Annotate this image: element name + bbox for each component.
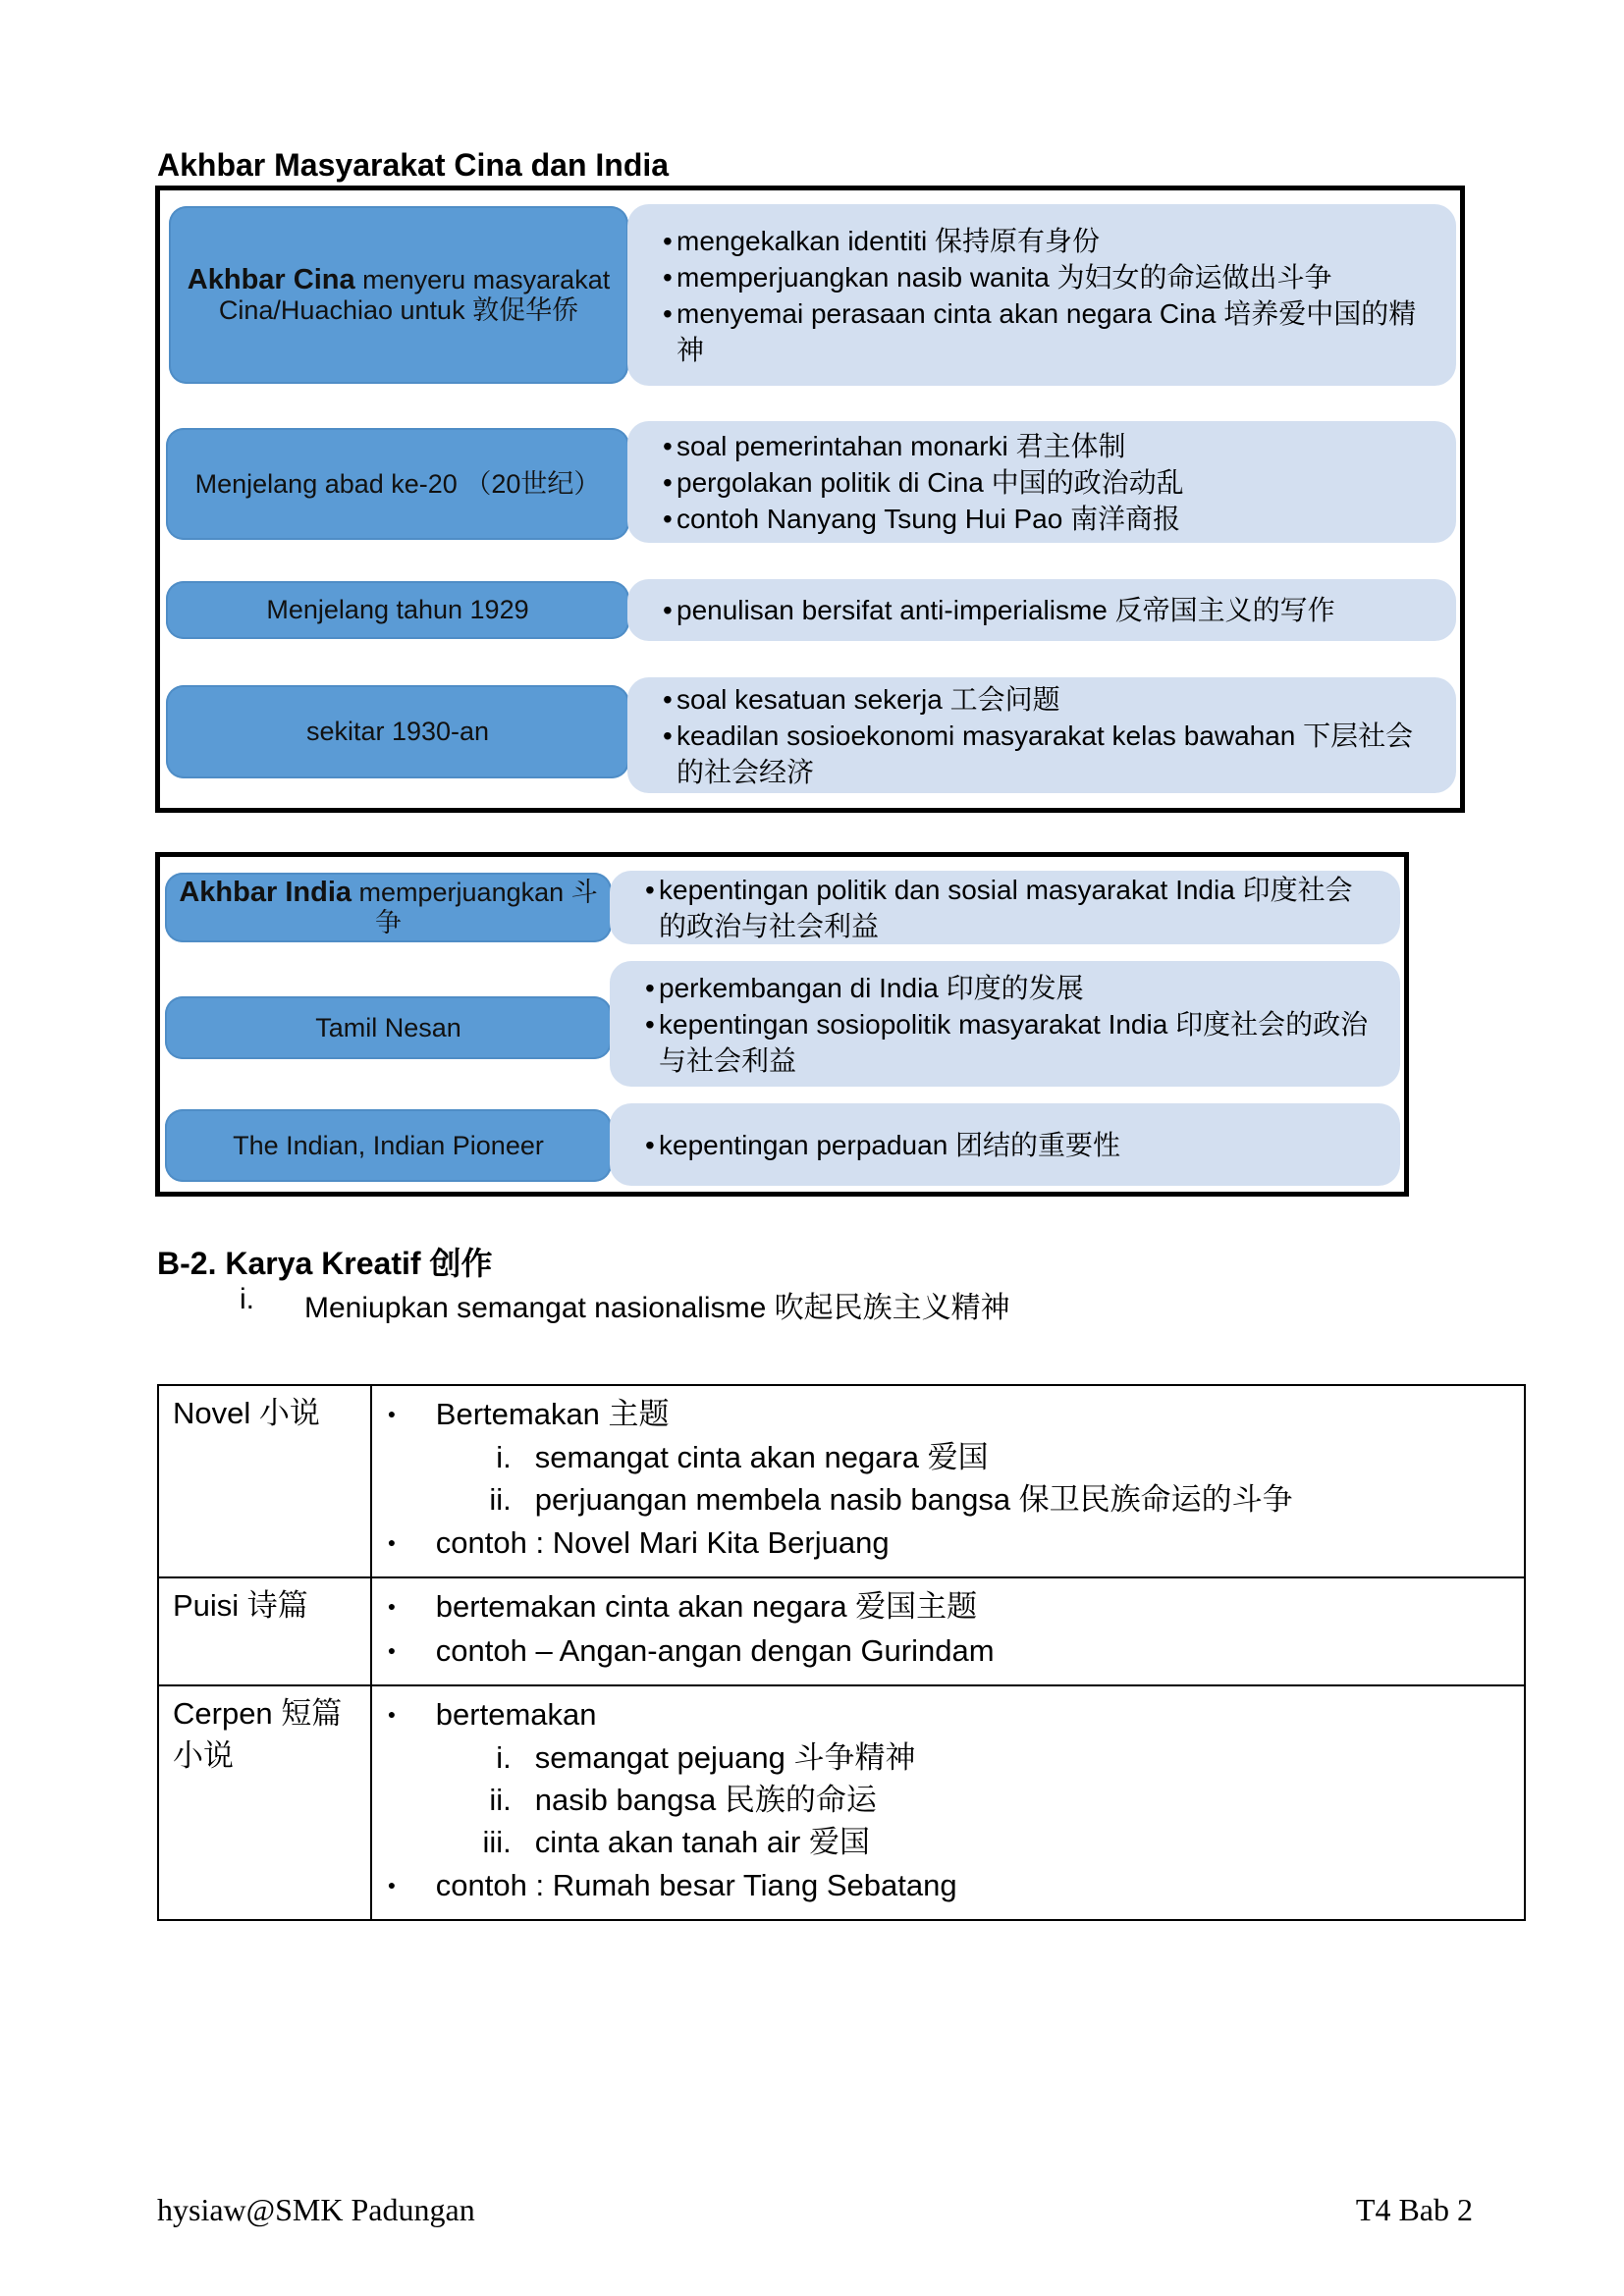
india-row-label-text: Tamil Nesan bbox=[315, 1012, 461, 1042]
india-row-points bbox=[610, 961, 1400, 1087]
category-cell: Novel 小说 bbox=[158, 1385, 371, 1577]
china-row-label-text bbox=[181, 265, 617, 326]
point-item: • soal kesatuan sekerja 工会问题 bbox=[677, 681, 1427, 718]
items-cell bbox=[371, 1577, 1525, 1685]
sub-text: semangat cinta akan negara 爱国 bbox=[534, 1440, 989, 1474]
creative-sub-text: Meniupkan semangat nasionalisme 吹起民族主义精神 bbox=[304, 1292, 1010, 1324]
sub-num: ii. bbox=[489, 1482, 512, 1517]
india-row-label bbox=[165, 1109, 612, 1182]
creative-heading: B-2. Karya Kreatif 创作 bbox=[157, 1246, 493, 1281]
china-row-points bbox=[627, 204, 1456, 386]
creative-sub-num: i. bbox=[240, 1283, 254, 1315]
sub-text: perjuangan membela nasib bangsa 保卫民族命运的斗争 bbox=[534, 1482, 1293, 1517]
sub-text: semangat pejuang 斗争精神 bbox=[534, 1740, 916, 1775]
point-item: • kepentingan perpaduan 团结的重要性 bbox=[659, 1127, 1371, 1163]
category-cell: Cerpen 短篇小说 bbox=[158, 1685, 371, 1920]
label-bold: Akhbar Cina bbox=[187, 263, 355, 295]
india-row-points bbox=[610, 871, 1400, 944]
sub-num: ii. bbox=[489, 1783, 512, 1817]
sub-item bbox=[372, 1779, 1524, 1821]
india-row-label bbox=[165, 873, 612, 942]
china-row-points bbox=[627, 421, 1456, 543]
india-row-label bbox=[165, 996, 612, 1059]
india-newspaper-diagram bbox=[155, 852, 1409, 1197]
label-rest: menyeru masyarakat Cina/Huachiao untuk 敦促华侨 bbox=[218, 264, 611, 325]
sub-item bbox=[372, 1736, 1524, 1779]
items-cell bbox=[371, 1685, 1525, 1920]
label-bold: Akhbar India bbox=[179, 876, 352, 908]
category-cell: Puisi 诗篇 bbox=[158, 1577, 371, 1685]
footer-right: T4 Bab 2 bbox=[1355, 2192, 1473, 2227]
point-item: • contoh Nanyang Tsung Hui Pao 南洋商报 bbox=[677, 501, 1427, 537]
sub-num: iii. bbox=[482, 1825, 512, 1859]
point-item: • soal pemerintahan monarki 君主体制 bbox=[677, 428, 1427, 464]
china-row-label-text: sekitar 1930-an bbox=[305, 717, 490, 746]
creative-works-table bbox=[157, 1384, 1526, 1921]
table-row bbox=[158, 1385, 1525, 1577]
label-rest: memperjuangkan 斗争 bbox=[352, 877, 598, 937]
point-item: • mengekalkan identiti 保持原有身份 bbox=[677, 223, 1427, 259]
point-item: • menyemai perasaan cinta akan negara Cina 培养爱中国的精神 bbox=[677, 295, 1427, 368]
point-item: • keadilan sosioekonomi masyarakat kelas bawahan 下层社会的社会经济 bbox=[677, 718, 1427, 790]
table-row bbox=[158, 1685, 1525, 1920]
sub-item bbox=[372, 1436, 1524, 1478]
china-row-label bbox=[166, 428, 629, 540]
china-newspaper-diagram bbox=[155, 186, 1465, 813]
list-item: ● contoh : Novel Mari Kita Berjuang bbox=[372, 1521, 1524, 1565]
list-item: ● contoh – Angan-angan dengan Gurindam bbox=[372, 1629, 1524, 1673]
china-row-points bbox=[627, 579, 1456, 641]
india-row-points bbox=[610, 1103, 1400, 1186]
point-item: • memperjuangkan nasib wanita 为妇女的命运做出斗争 bbox=[677, 259, 1427, 295]
section-title: Akhbar Masyarakat Cina dan India bbox=[157, 147, 670, 183]
items-cell bbox=[371, 1385, 1525, 1577]
list-item: ● Bertemakan 主题 bbox=[372, 1392, 1524, 1436]
sub-num: i. bbox=[496, 1440, 512, 1474]
sub-item bbox=[372, 1478, 1524, 1521]
sub-text: cinta akan tanah air 爱国 bbox=[534, 1825, 870, 1859]
china-row-label-text: Menjelang tahun 1929 bbox=[266, 595, 529, 624]
sub-num: i. bbox=[496, 1740, 512, 1775]
footer-left: hysiaw@SMK Padungan bbox=[157, 2192, 475, 2227]
china-row-label-text: Menjelang abad ke-20 （20世纪） bbox=[194, 468, 601, 499]
sub-item bbox=[372, 1821, 1524, 1863]
point-item: • perkembangan di India 印度的发展 bbox=[659, 970, 1371, 1006]
india-row-label-text bbox=[177, 878, 600, 938]
india-row-label-text: The Indian, Indian Pioneer bbox=[233, 1130, 544, 1160]
point-item: • kepentingan sosiopolitik masyarakat India 印度社会的政治与社会利益 bbox=[659, 1006, 1371, 1079]
point-item: • penulisan bersifat anti-imperialisme 反帝国主义的写作 bbox=[677, 592, 1427, 628]
list-item: ● bertemakan cinta akan negara 爱国主题 bbox=[372, 1584, 1524, 1629]
point-item: • kepentingan politik dan sosial masyarakat India 印度社会的政治与社会利益 bbox=[659, 872, 1371, 944]
china-row-label bbox=[166, 685, 629, 778]
sub-text: nasib bangsa 民族的命运 bbox=[534, 1783, 877, 1817]
china-row-label bbox=[166, 581, 629, 639]
list-item: ● bertemakan bbox=[372, 1692, 1524, 1736]
table-row bbox=[158, 1577, 1525, 1685]
list-item: ● contoh : Rumah besar Tiang Sebatang bbox=[372, 1863, 1524, 1907]
point-item: • pergolakan politik di Cina 中国的政治动乱 bbox=[677, 464, 1427, 501]
china-row-points bbox=[627, 677, 1456, 793]
china-row-label bbox=[169, 206, 628, 384]
